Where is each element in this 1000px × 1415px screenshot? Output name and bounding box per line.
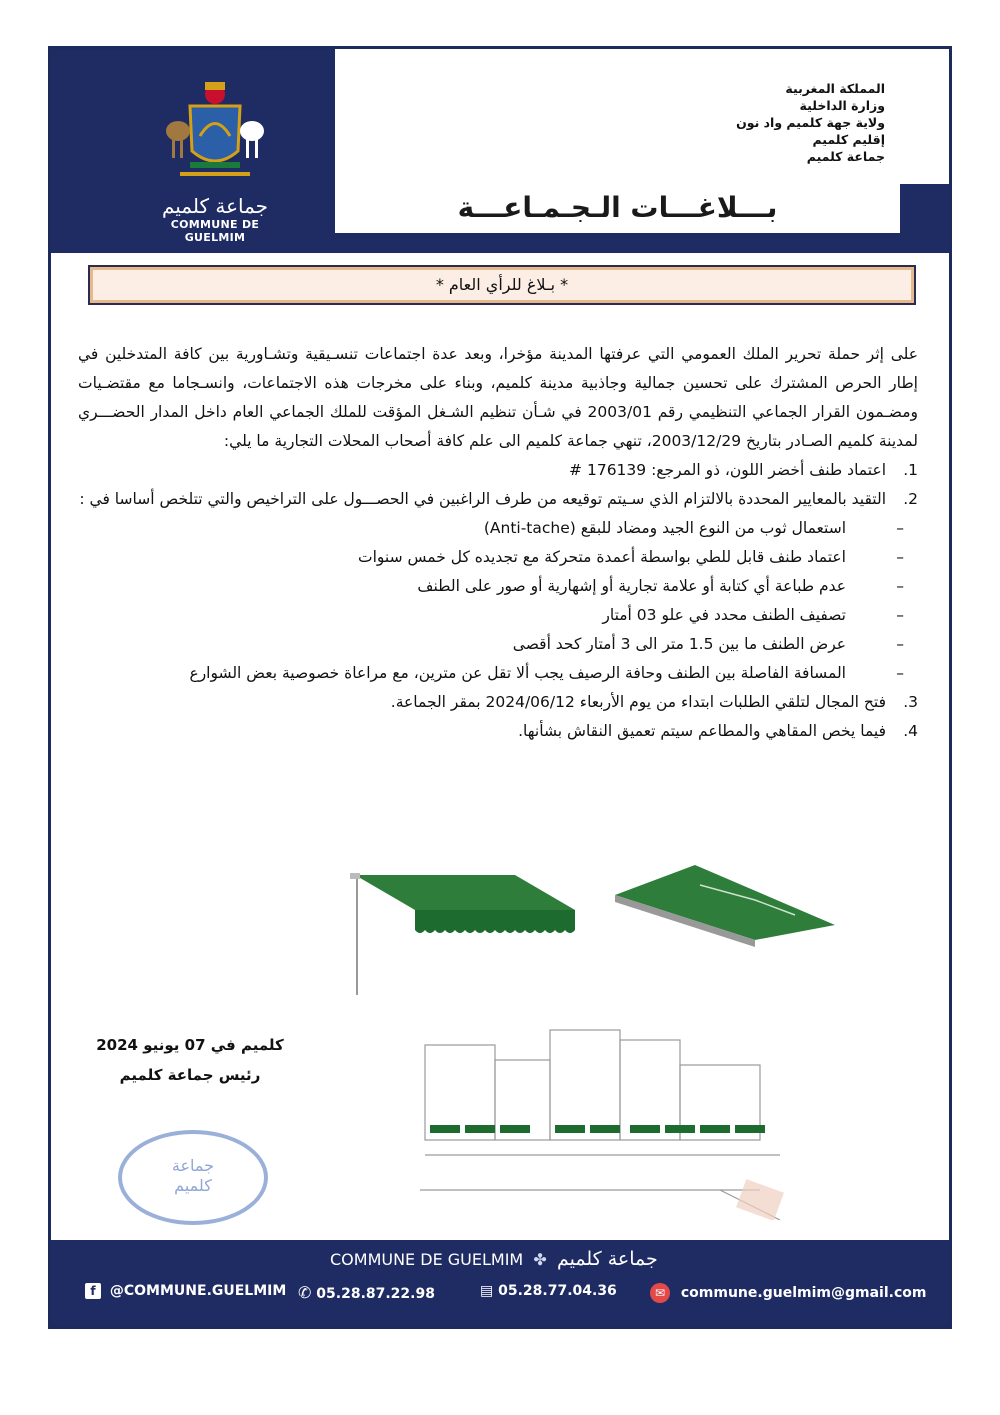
dash-marker: – <box>896 664 904 682</box>
sub-list-item <box>78 514 918 543</box>
intro-paragraph: على إثر حملة تحرير الملك العمومي التي عرفتها المدينة مؤخرا، وبعد عدة اجتماعات تنسـيقية وتشـاورية بين كافة المتدخلين في إطار الحرص المشترك على تحسين جمالية وجاذبية مدينة كلميم، وبناء على مخرجات هذه الاجتماعات، وانسـجاما مع مقتضـيات ومضـمون القرار الجماعي التنظيمي رقم 2003/01 في شـأن تنظيم الشـغل المؤقت للملك الجماعي العام داخل المدار الحضـــري لمدينة كلميم الصـادر بتاريخ 2003/12/29، تنهي جماعة كلميم الى علم كافة أصحاب المحلات التجارية ما يلي: <box>78 345 918 450</box>
facebook-handle: @COMMUNE.GUELMIM <box>109 1283 287 1299</box>
signature-title: رئيس جماعة كلميم <box>119 1066 261 1084</box>
folding-awning-image <box>605 855 840 950</box>
fax-icon: ▤ <box>480 1283 494 1299</box>
sub-list-item <box>78 543 918 572</box>
street-facade-image <box>420 1025 790 1220</box>
banner-title: بـــلاغـــات الـجـمـاعـــة <box>457 191 778 224</box>
signature-date: كلميم في 07 يونيو 2024 <box>96 1036 284 1054</box>
list-number: 2. <box>903 490 918 508</box>
stamp-text-line: جماعة <box>171 1156 215 1175</box>
list-number: 3. <box>903 693 918 711</box>
gov-line: وزارة الداخلية <box>799 98 885 113</box>
sub-list-text: المسافة الفاصلة بين الطنف وحافة الرصيف يجب ألا تقل عن مترين، مع مراعاة خصوصية بعض الشوارع <box>189 664 846 682</box>
logo-name-fr: COMMUNE DE GUELMIM <box>170 218 260 244</box>
notice-title: * بـلاغ للرأي العام * <box>88 265 916 305</box>
list-number: 1. <box>903 461 918 479</box>
sub-list-text: عرض الطنف ما بين 1.5 متر الى 3 أمتار كحد أقصى <box>512 635 846 653</box>
phone-icon: ✆ <box>298 1283 312 1302</box>
footer-facebook[interactable] <box>85 1283 286 1299</box>
footer-fax[interactable] <box>480 1283 617 1299</box>
government-header <box>736 80 885 165</box>
commune-logo <box>140 76 290 244</box>
list-text: اعتماد طنف أخضر اللون، ذو المرجع: 176139 # <box>569 461 886 479</box>
email-address: commune.guelmim@gmail.com <box>680 1285 927 1301</box>
sub-list-text: تصفيف الطنف محدد في علو 03 أمتار <box>602 606 846 624</box>
list-text: فتح المجال لتلقي الطلبات ابتداء من يوم الأربعاء 2024/06/12 بمقر الجماعة. <box>390 693 886 711</box>
logo-name-ar: جماعة كلميم <box>161 194 269 218</box>
sub-list-text: عدم طباعة أي كتابة أو علامة تجارية أو إشهارية أو صور على الطنف <box>417 577 846 595</box>
sub-list-item <box>78 572 918 601</box>
dash-marker: – <box>896 548 904 566</box>
fax-number: 05.28.77.04.36 <box>498 1283 617 1299</box>
dash-marker: – <box>896 635 904 653</box>
phone-number: 05.28.87.22.98 <box>316 1286 435 1302</box>
dash-marker: – <box>896 606 904 624</box>
notice-body <box>78 340 918 746</box>
list-text: فيما يخص المقاهي والمطاعم سيتم تعميق النقاش بشأنها. <box>518 722 886 740</box>
email-icon: ✉ <box>650 1283 670 1303</box>
footer-brand-fr: COMMUNE DE GUELMIM <box>330 1250 524 1269</box>
list-text: التقيد بالمعايير المحددة بالالتزام الذي سـيتم توقيعه من طرف الراغبين في الحصـــول على التراخيص والتي تتلخص أساسا في : <box>79 490 886 508</box>
dash-marker: – <box>896 519 904 537</box>
stamp-text-line: كلميم <box>174 1176 212 1195</box>
official-stamp <box>118 1130 268 1225</box>
retractable-awning-image <box>345 855 585 1005</box>
footer-brand-ar: جماعة كلميم <box>556 1248 658 1270</box>
sub-list-item <box>78 601 918 630</box>
gov-line: المملكة المغربية <box>785 81 885 96</box>
dash-marker: – <box>896 577 904 595</box>
footer-email[interactable] <box>650 1283 926 1303</box>
facebook-icon: f <box>85 1283 101 1299</box>
list-number: 4. <box>903 722 918 740</box>
gov-line: ولاية جهة كلميم واد نون <box>736 115 885 130</box>
sub-list-text: اعتماد طنف قابل للطي بواسطة أعمدة متحركة مع تجديده كل خمس سنوات <box>358 548 846 566</box>
list-item <box>78 456 918 485</box>
sub-list-item <box>78 659 918 688</box>
footer-brand <box>330 1248 710 1270</box>
sub-list-item <box>78 630 918 659</box>
footer-phone[interactable] <box>298 1283 435 1302</box>
sub-list-text: استعمال ثوب من النوع الجيد ومضاد للبقع (Anti-tache) <box>483 519 846 537</box>
signature-block <box>95 1030 285 1090</box>
gov-line: إقليم كلميم <box>812 132 885 147</box>
list-item <box>78 688 918 717</box>
list-item <box>78 485 918 514</box>
list-item <box>78 717 918 746</box>
gov-line: جماعة كلميم <box>806 149 885 164</box>
coat-of-arms-icon <box>160 76 270 186</box>
crest-icon: ✤ <box>533 1250 547 1269</box>
